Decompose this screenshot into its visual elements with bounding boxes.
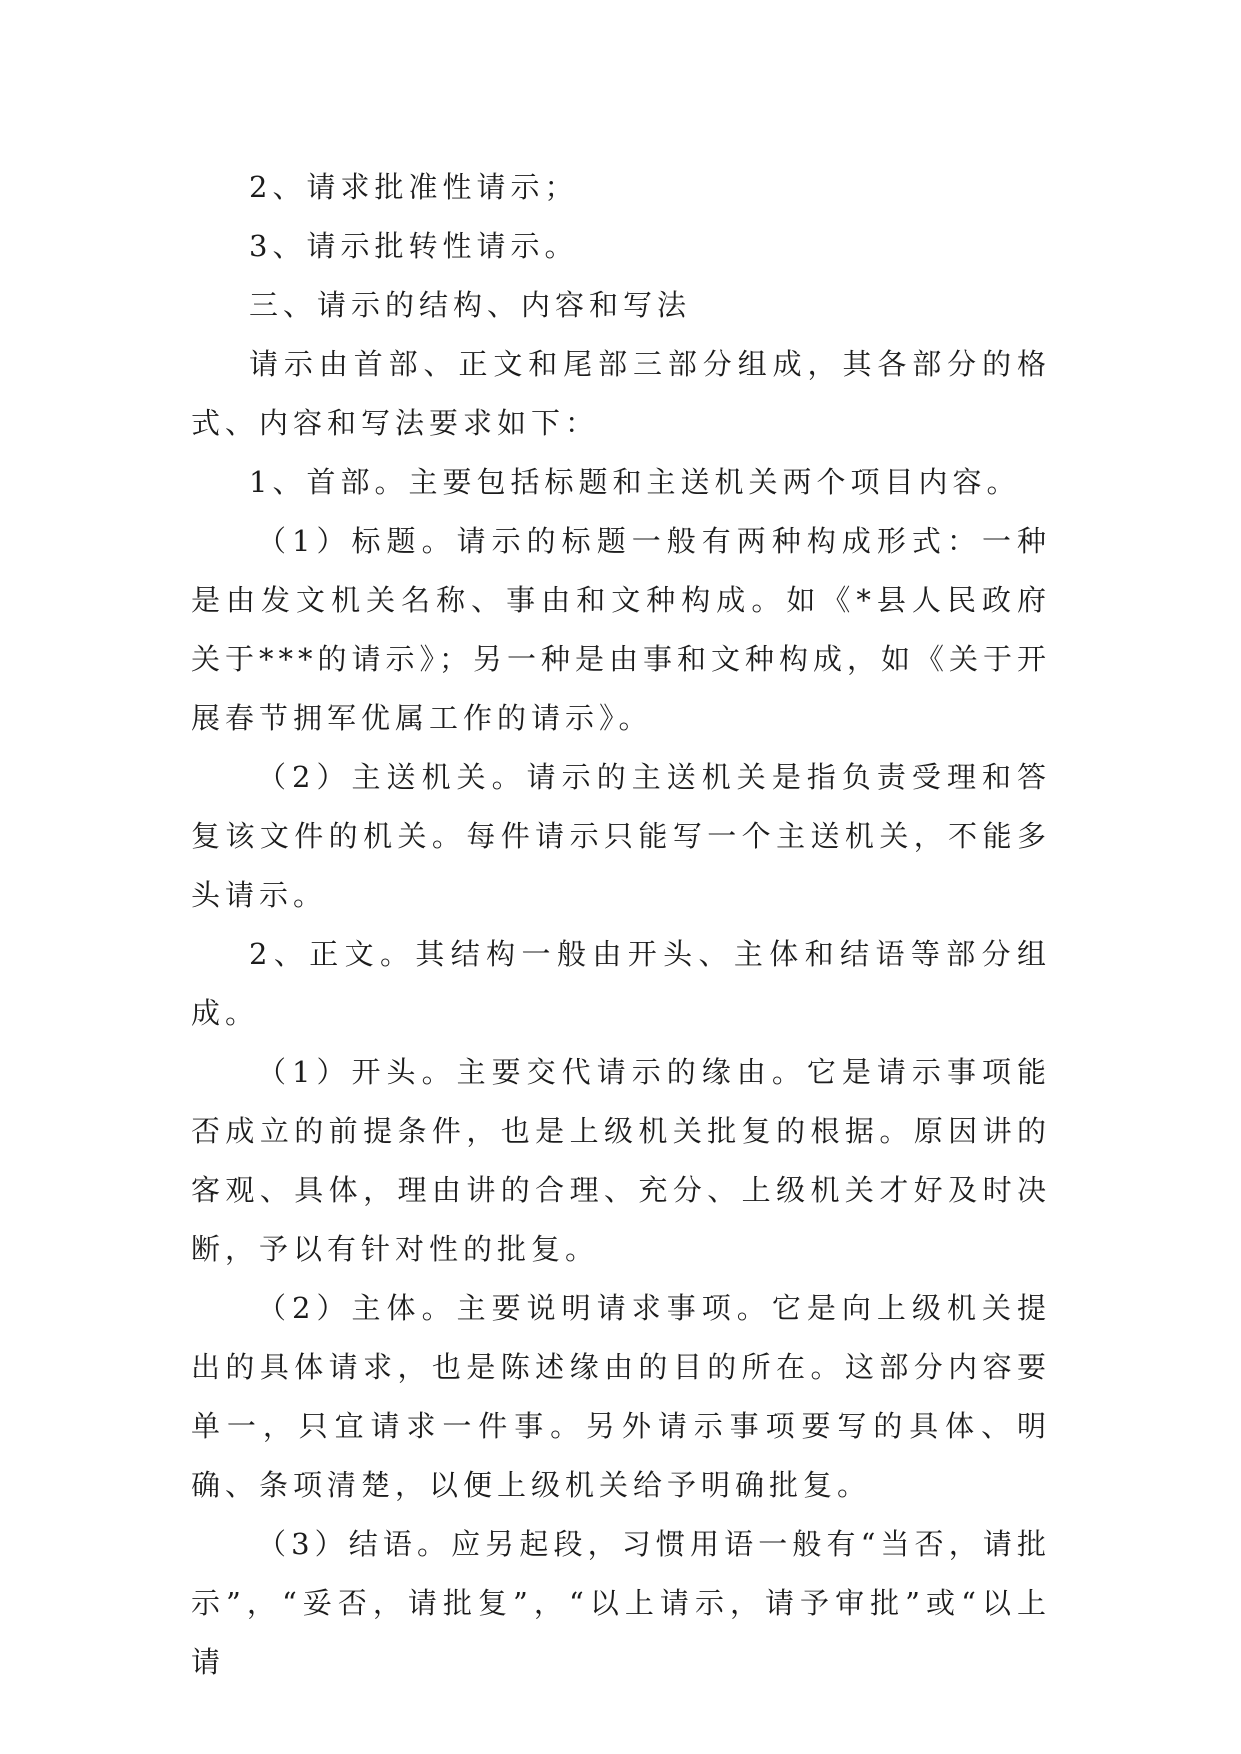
- paragraph-opening: （1）开头。主要交代请示的缘由。它是请示事项能否成立的前提条件，也是上级机关批复的根据。原因讲的客观、具体，理由讲的合理、充分、上级机关才好及时决断，予以有针对性的批复。: [191, 1055, 1051, 1266]
- list-item-approval-request: 2、请求批准性请示；: [249, 170, 579, 204]
- paragraph-closing: （3）结语。应另起段，习惯用语一般有“当否，请批示”，“妥否，请批复”，“以上请示，请予审批”或“以上请: [191, 1527, 1051, 1679]
- paragraph-title: （1）标题。请示的标题一般有两种构成形式：一种是由发文机关名称、事由和文种构成。如《*县人民政府关于***的请示》；另一种是由事和文种构成，如《关于开展春节拥军优属工作的请示》。: [191, 524, 1052, 735]
- paragraph-main-body: （2）主体。主要说明请求事项。它是向上级机关提出的具体请求，也是陈述缘由的目的所在。这部分内容要单一，只宜请求一件事。另外请示事项要写的具体、明确、条项清楚，以便上级机关给予明确批复。: [191, 1291, 1051, 1502]
- section-heading-structure: 三、请示的结构、内容和写法: [249, 288, 692, 322]
- paragraph-structure-intro: 请示由首部、正文和尾部三部分组成，其各部分的格式、内容和写法要求如下：: [191, 347, 1051, 440]
- paragraph-header-section: 1、首部。主要包括标题和主送机关两个项目内容。: [249, 465, 1021, 499]
- document-body: [191, 158, 1051, 1692]
- list-item-forwarding-request: 3、请示批转性请示。: [249, 229, 579, 263]
- paragraph-body-section: 2、正文。其结构一般由开头、主体和结语等部分组成。: [191, 937, 1051, 1030]
- paragraph-recipient: （2）主送机关。请示的主送机关是指负责受理和答复该文件的机关。每件请示只能写一个主送机关，不能多头请示。: [191, 760, 1051, 912]
